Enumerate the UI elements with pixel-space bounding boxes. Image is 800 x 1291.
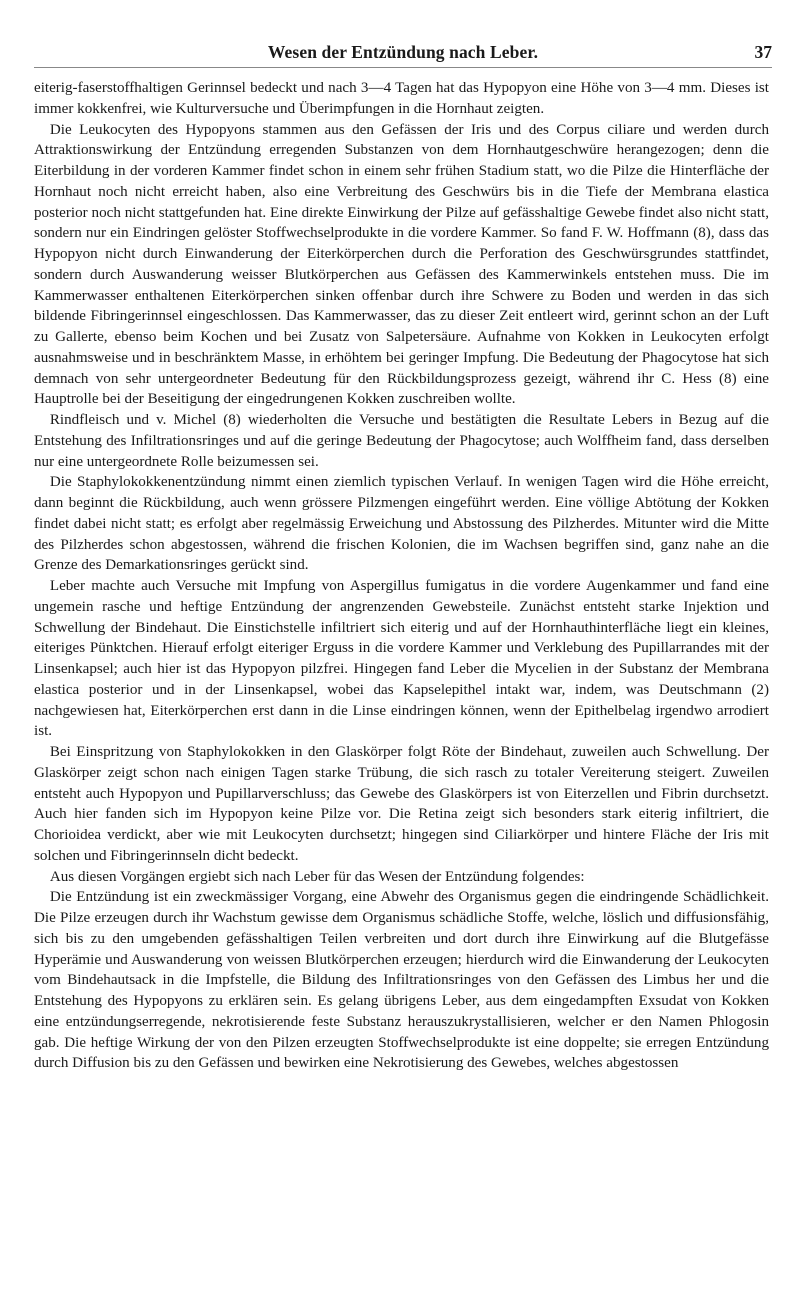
paragraph: Die Leukocyten des Hypopyons stammen aus den Gefässen der Iris und des Corpus ciliare und werden durch Attraktionswirkung der Entzündung erregenden Substanzen von dem Hornhautgeschwüre herangezogen; denn die Eiterbildung in der vorderen Kammer findet schon in einem sehr frühen Stadium statt, wo die Pilze die Hinterfläche der Hornhaut noch nicht erreicht haben, also eine Verbreitung des Geschwürs bis in die Tiefe der Membrana elastica posterior noch nicht stattgefunden hat. Eine direkte Einwirkung der Pilze auf gefässhaltige Gewebe findet also nicht statt, sondern nur ein Eindringen gelöster Stoffwechselprodukte in die vordere Kammer. So fand F. W. Hoffmann (8), dass das Hypopyon nicht durch Einwanderung der Eiterkörperchen durch die Perforation des Geschwürsgrundes stattfindet, sondern durch Auswanderung weisser Blutkörperchen aus Gefässen des Kammerwinkels entstehen muss. Die im Kammerwasser enthaltenen Eiterkörperchen sinken offenbar durch ihre Schwere zu Boden und werden in das sich bildende Fibringerinnsel eingeschlossen. Das Kammerwasser, das zu dieser Zeit entleert wird, gerinnt schon an der Luft zu Gallerte, ebenso beim Kochen und bei Zusatz von Salpetersäure. Aufnahme von Kokken in Leukocyten erfolgt ausnahmsweise und in beschränktem Masse, in erhöhtem bei geringer Impfung. Die Bedeutung der Phagocytose hat sich demnach von sehr untergeordneter Bedeutung für den Rückbildungsprozess gezeigt, während ihr C. Hess (8) eine Hauptrolle bei der Beseitigung der eingedrungenen Kokken zuschreiben wollte. [34,121,769,408]
paragraph: Bei Einspritzung von Staphylokokken in den Glaskörper folgt Röte der Bindehaut, zuweilen auch Schwellung. Der Glaskörper zeigt schon nach einigen Tagen starke Trübung, die sich rasch zu totaler Vereiterung steigert. Zuweilen entsteht auch Hypopyon und Pupillarverschluss; das Gewebe des Glaskörpers ist von Eiterzellen und Fibrin durchsetzt. Auch hier fanden sich im Hypopyon keine Pilze vor. Die Retina zeigt sich besonders stark eiterig infiltriert, die Chorioidea verdickt, aber wie mit Leukocyten durchsetzt; hingegen sind Ciliarkörper und hintere Fläche der Iris mit solchen und Fibringerinnseln dicht bedeckt. [34,744,769,864]
body-text [34,78,769,1074]
paragraph: Die Entzündung ist ein zweckmässiger Vorgang, eine Abwehr des Organismus gegen die eindringende Schädlichkeit. Die Pilze erzeugen durch ihr Wachstum gewisse dem Organismus schädliche Stoffe, welche, löslich und diffusionsfähig, sich bis zu den umgebenden gefässhaltigen Teilen verbreiten und dort durch ihre Einwirkung auf die Blutgefässe Hyperämie und Auswanderung von weissen Blutkörperchen erzeugen; hierdurch wird die Einwanderung der Leukocyten vom Bindehautsack in die Impfstelle, die Bildung des Infiltrationsringes von den Gefässen des Limbus her und die Entstehung des Hypopyons zu erklären sein. Es gelang übrigens Leber, aus dem eingedampften Exsudat von Kokken eine entzündungserregende, nekrotisierende feste Substanz herauszukrystallisieren, welcher er den Namen Phlogosin gab. Die heftige Wirkung der von den Pilzen erzeugten Stoffwechselprodukte ist eine doppelte; sie erregen Entzündung durch Diffusion bis zu den Gefässen und bewirken eine Nekrotisierung des Gewebes, welches abgestossen [34,889,769,1072]
page-number: 37 [754,42,772,62]
paragraph: Leber machte auch Versuche mit Impfung von Aspergillus fumigatus in die vordere Augenkammer und fand eine ungemein rasche und heftige Entzündung der angrenzenden Gewebsteile. Zunächst entsteht starke Injektion und Schwellung der Bindehaut. Die Einstichstelle infiltriert sich eiterig und auf der Hornhauthinterfläche liegt ein kleines, eiteriges Pünktchen. Hierauf erfolgt eiteriger Erguss in die vordere Kammer und Verklebung des Pupillarrandes mit der Linsenkapsel; auch hier ist das Hypopyon pilzfrei. Hingegen fand Leber die Mycelien in der Substanz der Membrana elastica posterior und in der Linsenkapsel, wobei das Kapselepithel intakt war, indem, was Deutschmann (2) nachgewiesen hat, Eiterkörperchen erst dann in die Linse eindringen können, wenn der Epithelbelag irgendwo arrodiert ist. [34,578,769,740]
header-divider [34,67,772,68]
paragraph: Rindfleisch und v. Michel (8) wiederholten die Versuche und bestätigten die Resultate Lebers in Bezug auf die Entstehung des Infiltrationsringes und auf die geringe Bedeutung der Phagocytose; auch Wolffheim fand, dass derselben nur eine untergeordnete Rolle beizumessen sei. [34,412,769,470]
running-title: Wesen der Entzündung nach Leber. [267,42,539,62]
paragraph: eiterig-faserstoffhaltigen Gerinnsel bedeckt und nach 3—4 Tagen hat das Hypopyon eine Höhe von 3—4 mm. Dieses ist immer kokkenfrei, wie Kulturversuche und Überimpfungen in die Hornhaut zeigten. [34,80,769,117]
running-header [34,42,772,64]
paragraph: Die Staphylokokkenentzündung nimmt einen ziemlich typischen Verlauf. In wenigen Tagen wird die Höhe erreicht, dann beginnt die Rückbildung, auch wenn grössere Pilzmengen eingeführt werden. Eine völlige Abtötung der Kokken findet dabei nicht statt; es erfolgt aber regelmässig Erweichung und Abstossung des Pilzherdes. Mitunter wird die Mitte des Pilzherdes schon abgestossen, während die frischen Kolonien, die im Wachsen begriffen sind, ganz nahe an die Grenze des Demarkationsringes gerückt sind. [34,474,769,574]
paragraph: Aus diesen Vorgängen ergiebt sich nach Leber für das Wesen der Entzündung folgendes: [49,868,585,885]
